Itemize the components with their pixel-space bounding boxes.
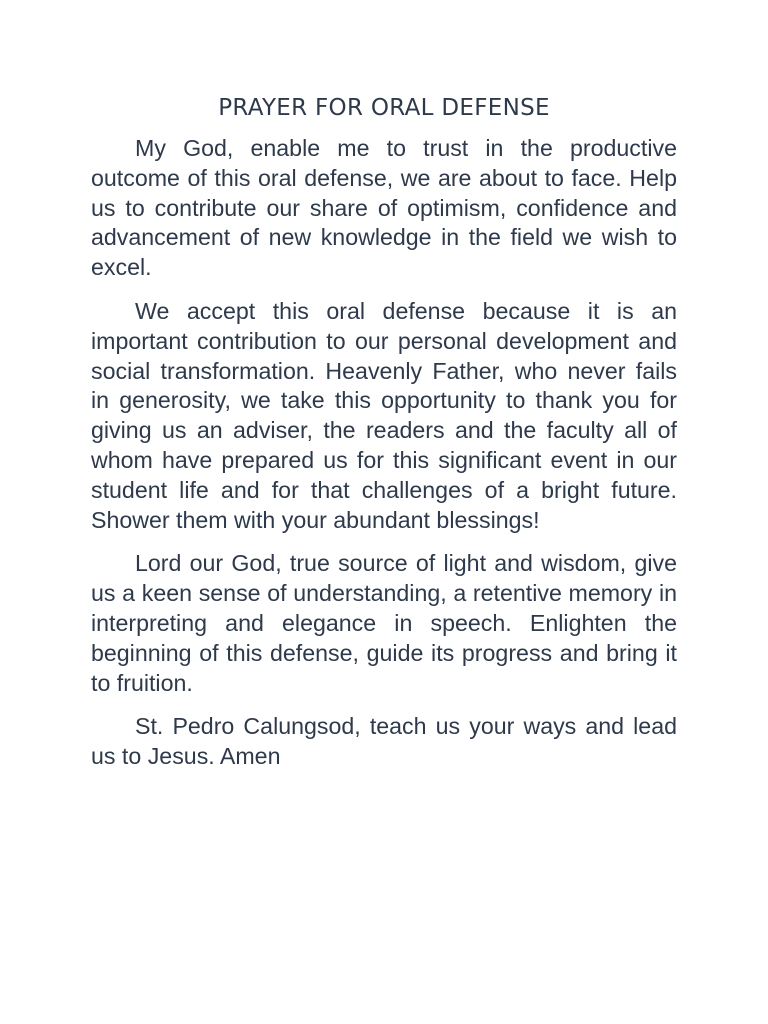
document-title: PRAYER FOR ORAL DEFENSE [218, 95, 550, 121]
paragraph-2: We accept this oral defense because it is an important contribution to our personal development and social transformation. Heavenly Father, who never fails in generosity, we take this opportunity to thank you for giving us an adviser, the readers and the faculty all of whom have prepared us for this significant event in our student life and for that challenges of a bright future. Shower them with your abundant blessings! [91, 297, 677, 533]
paragraph-3: Lord our God, true source of light and wisdom, give us a keen sense of understanding, a retentive memory in interpreting and elegance in speech. Enlighten the beginning of this defense, guide its progress and bring it to fruition. [91, 550, 677, 696]
paragraph-1: My God, enable me to trust in the productive outcome of this oral defense, we are about to face. Help us to contribute our share of optimism, confidence and advancement of new knowledge in the field we wish to excel. [91, 135, 677, 281]
document-page [91, 92, 677, 786]
paragraph-4: St. Pedro Calungsod, teach us your ways and lead us to Jesus. Amen [91, 713, 677, 770]
